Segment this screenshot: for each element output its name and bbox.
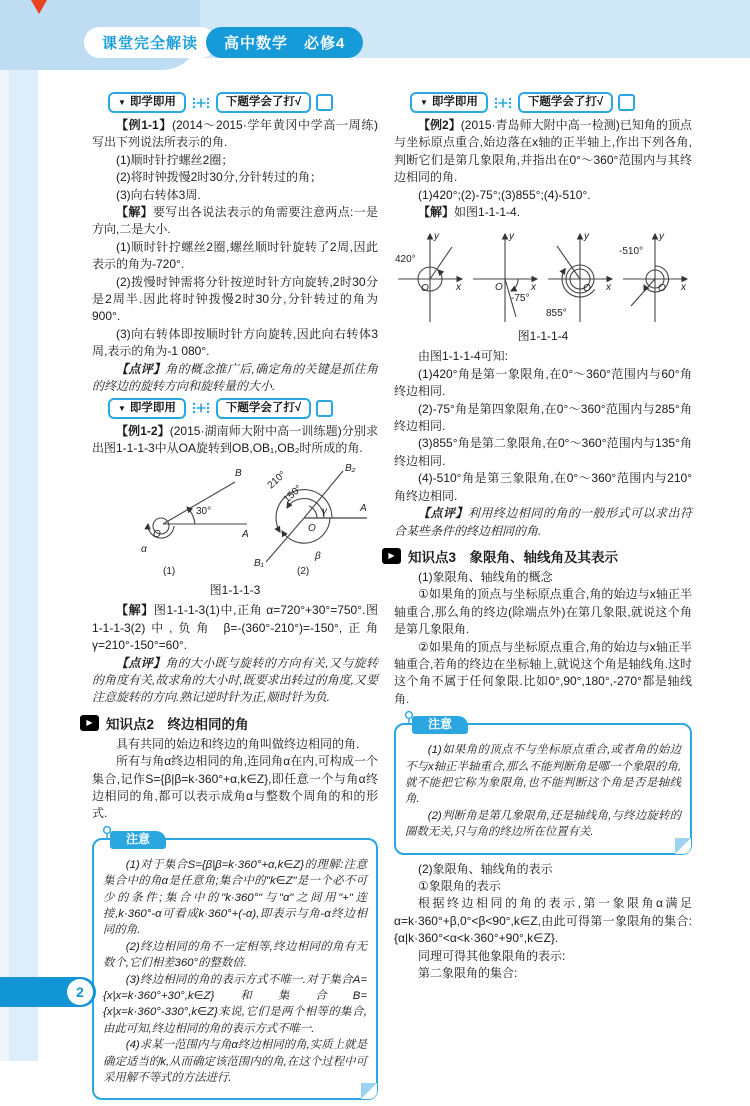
practice-banner	[108, 92, 378, 113]
knowledge-point-2-heading	[80, 713, 378, 733]
example-comment	[394, 505, 692, 540]
fig-sublabel: (2)	[297, 566, 310, 578]
subject-badge: 高中数学 必修4	[206, 27, 363, 58]
knowledge-point-3-heading	[382, 546, 692, 566]
figure-1-1-1-4	[394, 224, 692, 344]
fig-label: α	[141, 544, 147, 556]
origin-label: O	[421, 283, 429, 295]
angle-label: 420°	[395, 254, 416, 266]
example2-comment	[92, 655, 378, 707]
solution-text: 图1-1-1-3(1)中,正角 α=720°+30°=750°.图1-1-1-3(2)中,负角 β=-(360°-210°)=-150°,正角 γ=210°-150°=60°.	[92, 603, 378, 653]
fig-label: B	[235, 468, 242, 480]
note-item: (1)如果角的顶点不与坐标原点重合,或者角的始边不与x轴正半轴重合,那么不能判断角是哪一个象限的角,就不能把它称为象限角,也不能判断这个角是否是轴线角.	[405, 744, 681, 806]
quadrant-plot-855	[546, 231, 612, 322]
triangle-down-icon: ▼	[420, 98, 428, 107]
page-number-pill	[0, 977, 96, 1007]
note-item: (3)终边相同的角的表示方式不唯一.对于集合A={x|x=k·360°+30°,k∈Z}和集合B={x|x=k·360°-330°,k∈Z}来说,它们是两个相等的集合,由此可知,终边相同的角的表示方式不唯一.	[103, 973, 367, 1035]
axis-label: y	[434, 231, 439, 243]
dog-ear-fold-icon	[675, 838, 691, 854]
findings-intro: 由图1-1-1-4可知:	[418, 349, 509, 364]
check-square	[316, 94, 333, 111]
fig-label: 150°	[281, 483, 305, 506]
note-label: 注意	[110, 831, 166, 849]
finding-item: (1)420°角是第一象限角,在0°～360°范围内与60°角终边相同.	[394, 366, 692, 399]
example2-intro	[92, 423, 378, 458]
example1-solution-item: (1)顺时针拧螺丝2圈,螺丝顺时针旋转了2周,因此表示的角为-720°.	[92, 239, 378, 272]
example1-solution-item: (2)拨慢时钟需将分针按逆时针方向旋转,2时30分是2周半.因此将时钟拨慢2时30分,分针转过的角为900°.	[92, 274, 378, 324]
fig-label: O	[308, 523, 316, 535]
practice-banner	[108, 398, 378, 419]
finding-item: (2)-75°角是第四象限角,在0°～360°范围内与285°角终边相同.	[394, 401, 692, 434]
representation-paragraph: 同理可得其他象限角的表示:	[418, 948, 566, 963]
triangle-down-icon: ▼	[118, 403, 126, 413]
banner-right-label: 下题学会了打√	[225, 96, 302, 108]
solution-tag: 【解】	[418, 205, 455, 220]
example1-comment	[92, 361, 378, 396]
example1-item: (1)顺时针拧螺丝2圈；	[116, 152, 234, 167]
angle-diagram-2	[266, 471, 367, 562]
angle-label: -510°	[619, 246, 644, 258]
left-column	[86, 90, 379, 1106]
axis-label: x	[681, 282, 686, 294]
example2-tag: 【例1-2】	[116, 423, 170, 438]
perforation-icon	[493, 96, 513, 110]
example1-item: (2)将时钟拨慢2时30分,分针转过的角；	[116, 170, 323, 185]
fig-label: 210°	[265, 469, 289, 492]
banner-left-box	[410, 92, 488, 113]
fig-sublabel: (1)	[163, 566, 176, 578]
example2-text: (2015·湖南师大附中高一训练题)分别求出图1-1-1-3中从OA旋转到OB,OB₁,OB₂时所成的角.	[92, 423, 378, 455]
comment-tag: 【点评】	[116, 361, 166, 376]
fig-label: A	[242, 529, 249, 541]
left-margin-strip-pale	[0, 0, 9, 1061]
note-item: (2)判断角是第几象限角,还是轴线角,与终边旋转的圈数无关,只与角的终边所在位置有关.	[405, 809, 681, 839]
figure-caption: 图1-1-1-3	[209, 583, 261, 598]
example-tag: 【例2】	[418, 118, 461, 132]
comment-tag: 【点评】	[418, 506, 468, 521]
quadrant-plot-minus510	[619, 231, 687, 322]
series-badge: 课堂完全解读	[84, 27, 216, 58]
fig-label: O	[153, 529, 161, 541]
example-solution	[394, 204, 692, 221]
example-item: (1)420°;(2)-75°;(3)855°;(4)-510°.	[418, 187, 591, 202]
example-text: (2015·青岛师大附中高一检测)已知角的顶点与坐标原点重合,始边落在x轴的正半轴上,作出下列各角,判断它们是第几象限角,并指出在0°～360°范围内与其终边相同的角.	[394, 118, 692, 185]
solution-tag: 【解】	[116, 603, 154, 618]
representation-paragraph: 根据终边相同的角的表示,第一象限角α满足α=k·360°+β,0°<β<90°,k∈Z,由此可得第一象限角的集合:{α|k·360°<α<k·360°+90°,k∈Z}.	[394, 896, 692, 946]
example2-solution	[92, 602, 378, 654]
example-intro	[394, 117, 692, 187]
figure-caption: 图1-1-1-4	[517, 329, 569, 344]
axis-label: x	[606, 282, 611, 294]
fig-label: B₂	[345, 463, 356, 475]
example1-intro	[92, 117, 378, 152]
banner-right-box	[216, 92, 311, 113]
axis-label: x	[531, 282, 536, 294]
angle-label: 855°	[546, 308, 567, 320]
kp3-paragraph: ①如果角的顶点与坐标原点重合,角的始边与x轴正半轴重合,那么角的终边(除端点外)在第几象限,就说这个角是第几象限角.	[394, 587, 692, 637]
comment-text: 角的大小既与旋转的方向有关,又与旋转的角度有关,故求角的大小时,既要求出转过的角度,又要注意旋转的方向.熟记逆时针为正,顺时针为负.	[92, 655, 379, 705]
comment-text: 利用终边相同的角的一般形式可以求出符合某些条件的终边相同的角.	[394, 506, 692, 538]
finding-item: (3)855°角是第二象限角,在0°～360°范围内与135°角终边相同.	[394, 436, 692, 468]
check-square	[618, 94, 635, 111]
origin-label: O	[495, 282, 503, 294]
kp3-paragraph: ②如果角的顶点与坐标原点重合,角的始边与x轴正半轴重合,若角的终边在坐标轴上,就说这个角是轴线角.这时这个角不属于任何象限.比如0°,90°,180°,-270°都是轴线角.	[394, 639, 693, 706]
quadrant-plot-420	[395, 231, 462, 322]
right-column	[388, 90, 693, 1106]
comment-tag: 【点评】	[116, 655, 166, 670]
check-square	[316, 400, 333, 417]
banner-right-label: 下题学会了打√	[225, 401, 302, 414]
note-box	[92, 831, 378, 1101]
finding-item: (4)-510°角是第三象限角,在0°～360°范围内与210°角终边相同.	[394, 471, 692, 503]
comment-text: 角的概念推广后,确定角的关键是抓住角的终边的旋转方向和旋转量的大小.	[92, 361, 378, 394]
solution-text: 要写出各说法表示的角需要注意两点:一是方向,二是大小.	[92, 205, 378, 237]
representation-paragraph: ①象限角的表示	[418, 879, 501, 893]
example1-item: (3)向右转体3周.	[116, 187, 201, 202]
banner-left-label: 即学即用	[431, 96, 478, 108]
representation-paragraph: (2)象限角、轴线角的表示	[418, 861, 553, 876]
banner-left-box	[108, 92, 186, 113]
example1-solution-item: (3)向右转体即按顺时针方向旋转,因此向右转体3周,表示的角为-1 080°.	[92, 326, 378, 359]
example1-tag: 【例1-1】	[116, 118, 172, 132]
banner-right-box	[518, 92, 613, 113]
note-label: 注意	[412, 716, 468, 734]
knowledge-point-3-title: 知识点3 象限角、轴线角及其表示	[408, 549, 619, 565]
kp3-paragraph: (1)象限角、轴线角的概念	[418, 569, 553, 584]
axis-label: y	[509, 231, 514, 243]
figure-1-1-1-3	[92, 460, 378, 598]
representation-paragraph: 第二象限角的集合:	[418, 966, 518, 981]
angle-diagrams	[99, 460, 371, 580]
quadrant-diagrams	[394, 224, 694, 326]
note-item: (1)对于集合S={β|β=k·360°+α,k∈Z}的理解:注意集合中的角α是任意角;集合中的"k∈Z"是一个必不可少的条件;集合中的"k·360°"与"α"之间用"+"连接,k·360°-α可看成k·360°+(-α),即表示与角-α终边相同的角.	[103, 858, 367, 937]
knowledge-point-2-title: 知识点2 终边相同的角	[106, 716, 249, 732]
fig-label: A	[360, 503, 367, 515]
perforation-icon	[191, 96, 211, 110]
origin-label: O	[658, 283, 666, 295]
banner-left-box	[108, 398, 186, 419]
perforation-icon	[191, 401, 211, 415]
play-icon: ▶	[80, 715, 99, 731]
solution-text: 如图1-1-1-4.	[454, 205, 521, 220]
note-item: (2)终边相同的角不一定相等,终边相同的角有无数个,它们相差360°的整数倍.	[103, 940, 367, 970]
solution-tag: 【解】	[116, 205, 153, 220]
dog-ear-fold-icon	[361, 1083, 377, 1099]
page-header	[84, 27, 363, 58]
banner-left-label: 即学即用	[129, 401, 176, 414]
origin-label: O	[583, 283, 591, 295]
note-item: (4)求某一范围内与角α终边相同的角,实质上就是确定适当的k,从而确定该范围内的角,在这个过程中可采用解不等式的方法进行.	[103, 1039, 367, 1085]
example1-solution	[92, 204, 378, 239]
page-content	[86, 90, 693, 1106]
play-icon: ▶	[382, 548, 401, 564]
page-number: 2	[67, 979, 93, 1005]
fig-label: β	[315, 551, 321, 563]
fig-label: γ	[322, 506, 327, 518]
axis-label: y	[659, 231, 664, 243]
practice-banner	[410, 92, 692, 113]
kp2-paragraph: 所有与角α终边相同的角,连同角α在内,可构成一个集合,记作S={β|β=k·360°+α,k∈Z},即任意一个与角α终边相同的角,都可以表示成角α与整数个周角的和的形式.	[92, 754, 378, 821]
kp2-paragraph: 具有共同的始边和终边的角叫做终边相同的角.	[116, 736, 360, 751]
fig-label: 30°	[196, 506, 212, 518]
example1-text: (2014～2015·学年黄冈中学高一周练)写出下列说法所表示的角.	[92, 118, 378, 150]
angle-label: -75°	[511, 293, 530, 305]
axis-label: x	[456, 282, 461, 294]
banner-right-label: 下题学会了打√	[527, 96, 604, 108]
note-box	[394, 717, 692, 854]
triangle-down-icon: ▼	[118, 98, 126, 107]
fig-label: B₁	[254, 558, 264, 570]
corner-bookmark-icon	[31, 0, 47, 14]
axis-label: y	[584, 231, 589, 243]
quadrant-plot-minus75	[473, 231, 537, 322]
banner-right-box	[216, 398, 311, 419]
banner-left-label: 即学即用	[129, 96, 176, 108]
